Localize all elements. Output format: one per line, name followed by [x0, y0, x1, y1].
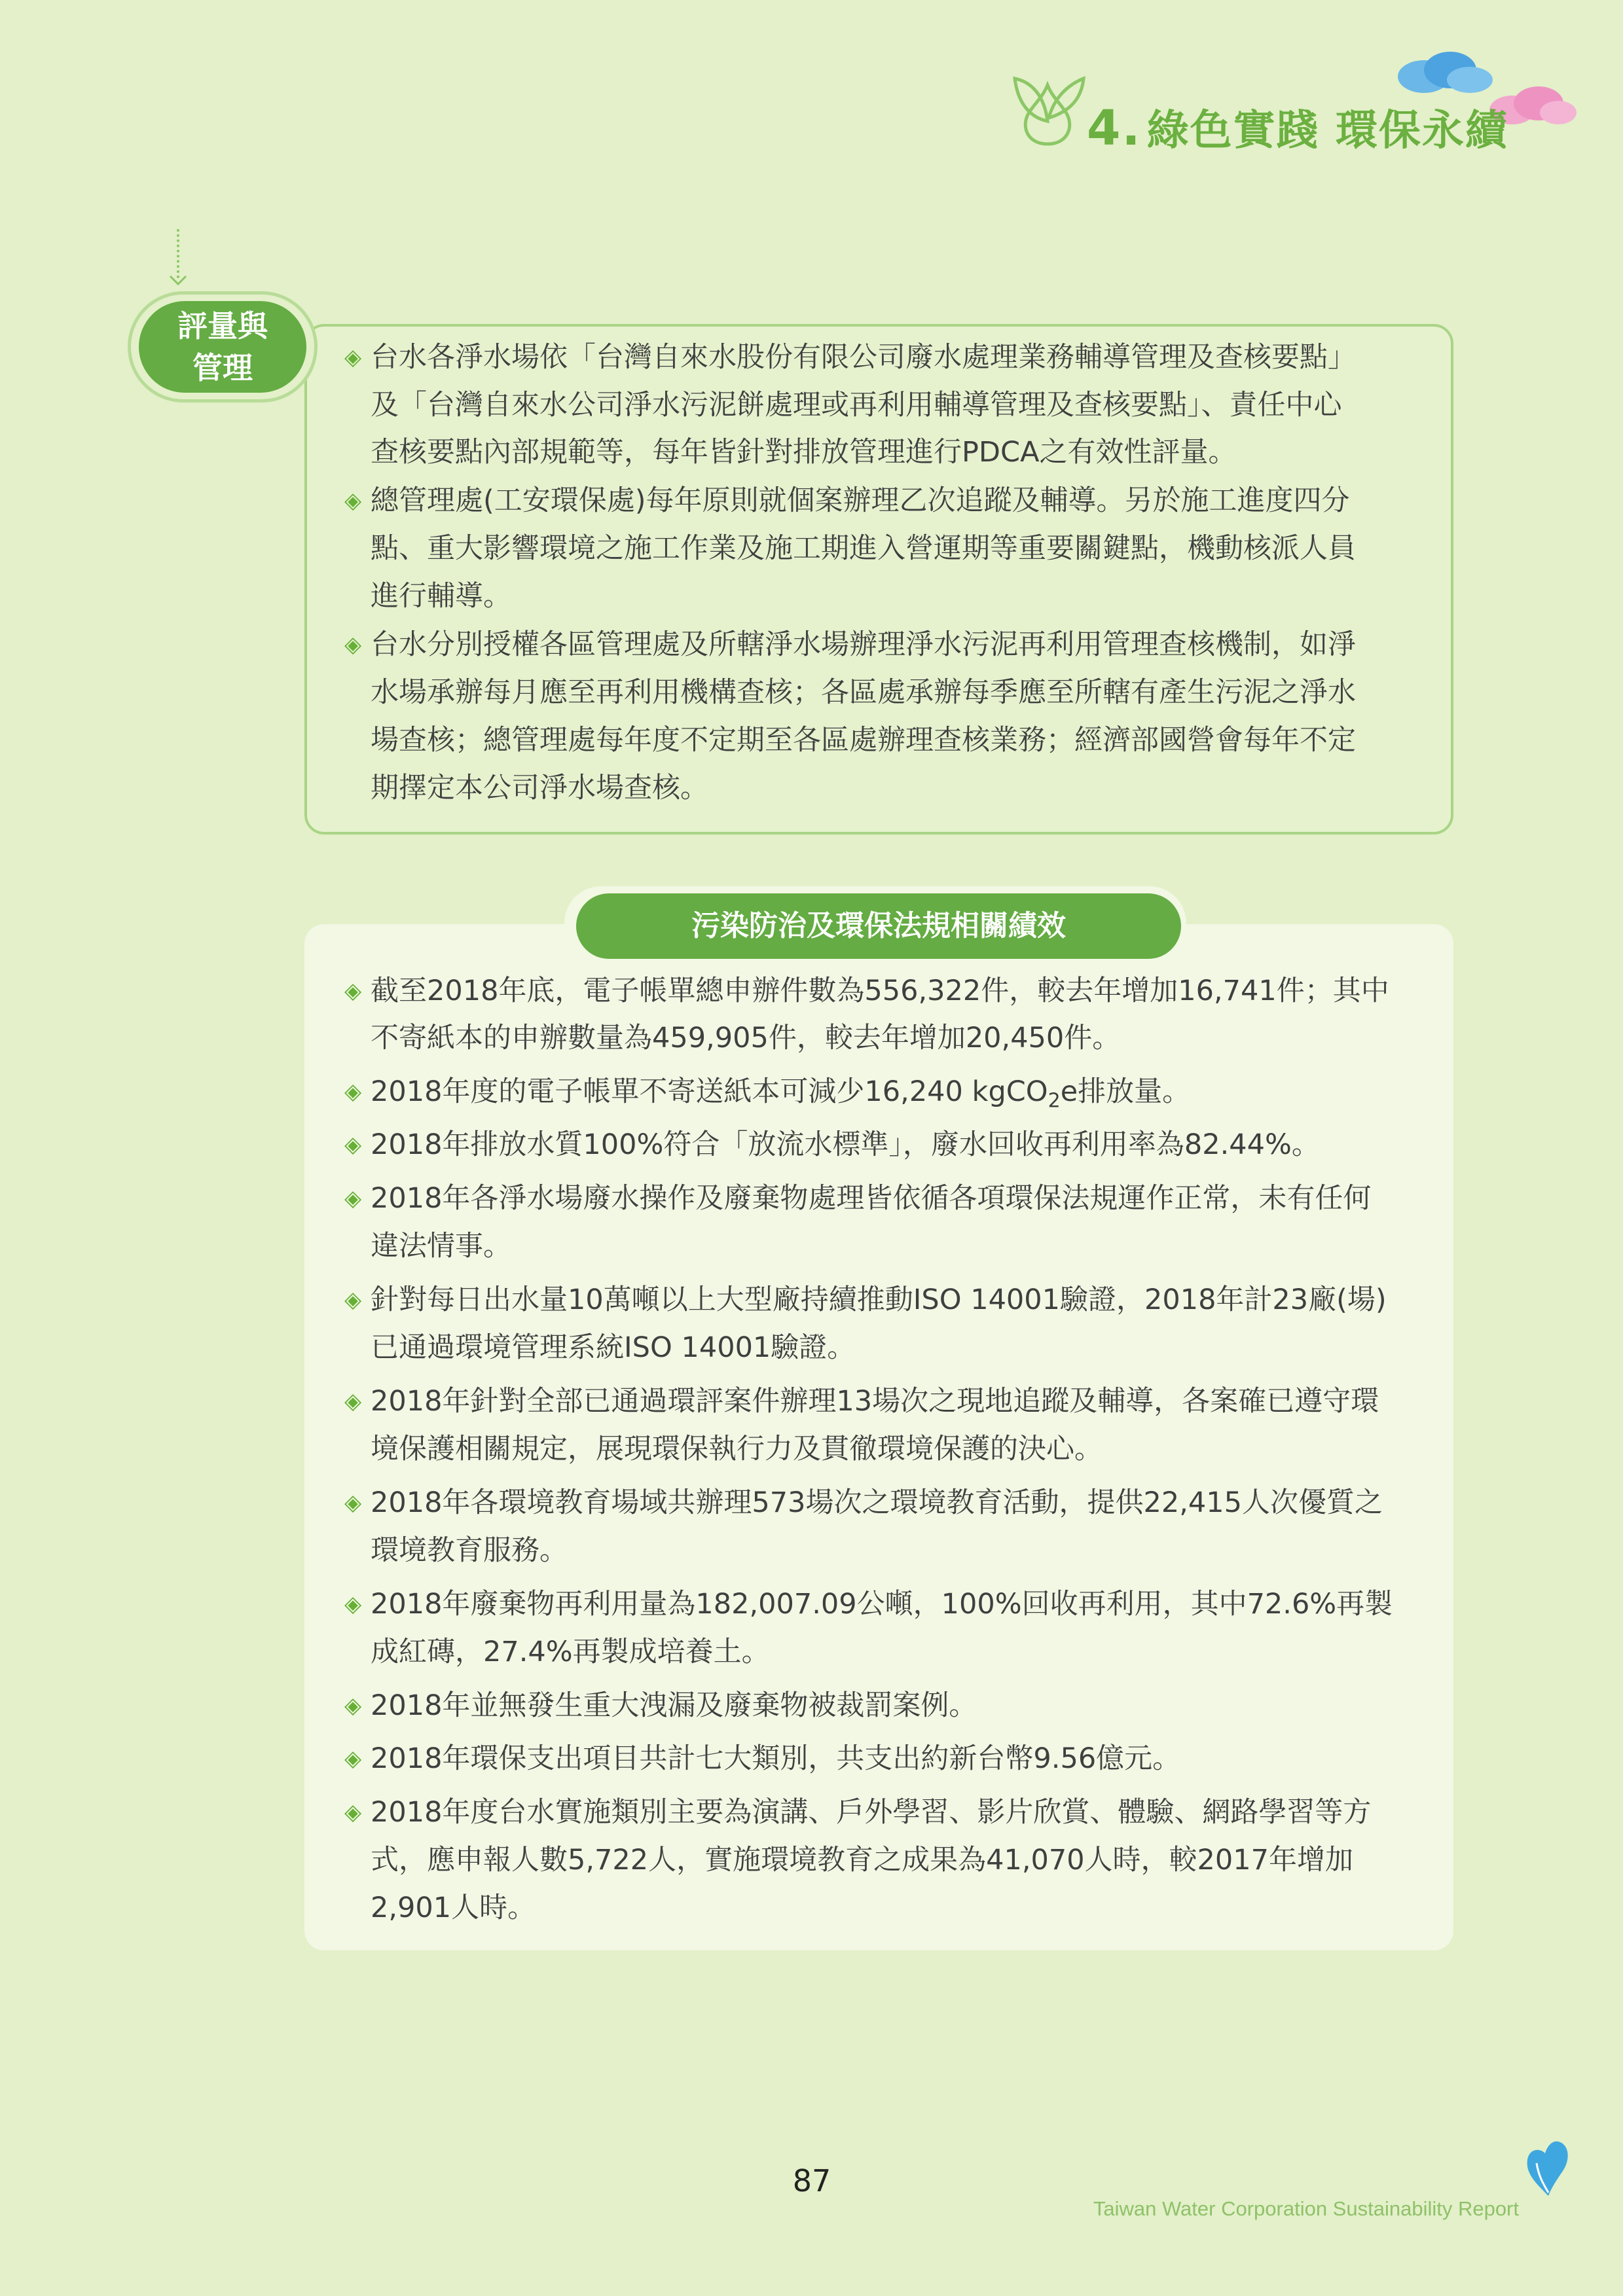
- report-name: Taiwan Water Corporation Sustainability Report: [1093, 2197, 1519, 2220]
- chapter-title: [1087, 97, 1508, 157]
- bullet-paragraph: ◈ 針對每日出水量10萬噸以上大型廠持續推動ISO 14001驗證，2018年計23廠(場): [371, 1282, 1387, 1318]
- paragraph-line: 及「台灣自來水公司淨水污泥餅處理或再利用輔導管理及查核要點」、責任中心: [371, 389, 1342, 422]
- paragraph-line: 式，應申報人數5,722人，實施環境教育之成果為41,070人時，較2017年增加: [371, 1844, 1353, 1876]
- paragraph-line: 點、重大影響環境之施工作業及施工期進入營運期等重要關鍵點，機動核派人員: [371, 532, 1356, 565]
- paragraph-line: 水場承辦每月應至再利用機構查核；各區處承辦每季應至所轄有產生污泥之淨水: [371, 676, 1356, 709]
- paragraph-line: 環境教育服務。: [371, 1534, 568, 1567]
- bullet-paragraph: ◈ 台水分別授權各區管理處及所轄淨水場辦理淨水污泥再利用管理查核機制，如淨: [371, 626, 1356, 663]
- chapter-number: 4.: [1087, 100, 1142, 156]
- blue-cloud-icon: [1391, 47, 1496, 99]
- leaf-drop-icon: [1002, 59, 1093, 151]
- tab-label-line1: 評量與: [177, 308, 268, 344]
- paragraph-line: 場查核；總管理處每年度不定期至各區處辦理查核業務；經濟部國營會每年不定: [371, 724, 1356, 757]
- bullet-paragraph: ◈ 截至2018年底，電子帳單總申辦件數為556,322件，較去年增加16,741件；其中: [371, 973, 1389, 1009]
- arrow-down-icon: [169, 275, 187, 285]
- bullet-paragraph: ◈ 2018年環保支出項目共計七大類別，共支出約新台幣9.56億元。: [371, 1740, 1180, 1777]
- bullet-paragraph: ◈ 2018年針對全部已通過環評案件辦理13場次之現地追蹤及輔導，各案確已遵守環: [371, 1383, 1379, 1420]
- bullet-paragraph-co2: [371, 1073, 1190, 1120]
- paragraph-line: 成紅磚，27.4%再製成培養土。: [371, 1636, 770, 1668]
- co2-line-suffix: e排放量。: [1060, 1075, 1191, 1108]
- bullet-paragraph: ◈ 2018年各環境教育場域共辦理573場次之環境教育活動，提供22,415人次優質之: [371, 1484, 1383, 1521]
- paragraph-line: 違法情事。: [371, 1230, 511, 1263]
- page-number: 87: [792, 2163, 831, 2198]
- bullet-paragraph: ◈ 台水各淨水場依「台灣自來水股份有限公司廢水處理業務輔導管理及查核要點」: [371, 339, 1356, 376]
- bullet-paragraph: ◈ 2018年並無發生重大洩漏及廢棄物被裁罰案例。: [371, 1687, 977, 1724]
- bullet-paragraph: ◈ 2018年排放水質100%符合「放流水標準」，廢水回收再利用率為82.44%。: [371, 1126, 1320, 1163]
- paragraph-line: 查核要點內部規範等，每年皆針對排放管理進行PDCA之有效性評量。: [371, 436, 1237, 469]
- section-tab-assessment: [139, 301, 306, 393]
- bullet-paragraph: ◈ 2018年度台水實施類別主要為演講、戶外學習、影片欣賞、體驗、網路學習等方: [371, 1794, 1371, 1831]
- bullet-paragraph: ◈ 2018年廢棄物再利用量為182,007.09公噸，100%回收再利用，其中72.6%再製: [371, 1586, 1393, 1623]
- connector-dotted-line: [177, 229, 182, 278]
- section-title-pollution: 污染防治及環保法規相關績效: [576, 893, 1181, 959]
- paragraph-line: 境保護相關規定，展現環保執行力及貫徹環境保護的決心。: [371, 1433, 1103, 1465]
- paragraph-line: 不寄紙本的申辦數量為459,905件，較去年增加20,450件。: [371, 1022, 1121, 1054]
- paragraph-line: 2,901人時。: [371, 1892, 536, 1924]
- bullet-paragraph: ◈ 總管理處(工安環保處)每年原則就個案辦理乙次追蹤及輔導。另於施工進度四分: [371, 482, 1350, 519]
- tab-label-line2: 管理: [192, 350, 253, 386]
- co2-subscript: 2: [1048, 1089, 1061, 1113]
- heart-drop-icon: [1522, 2140, 1575, 2199]
- paragraph-line: 期擇定本公司淨水場查核。: [371, 772, 708, 804]
- bullet-paragraph: ◈ 2018年各淨水場廢水操作及廢棄物處理皆依循各項環保法規運作正常，未有任何: [371, 1180, 1371, 1217]
- chapter-title-text: 綠色實踐 環保永續: [1146, 107, 1508, 155]
- paragraph-line: 進行輔導。: [371, 580, 511, 613]
- co2-line-prefix: 2018年度的電子帳單不寄送紙本可減少16,240 kgCO: [371, 1075, 1048, 1108]
- paragraph-line: 已通過環境管理系統ISO 14001驗證。: [371, 1331, 856, 1364]
